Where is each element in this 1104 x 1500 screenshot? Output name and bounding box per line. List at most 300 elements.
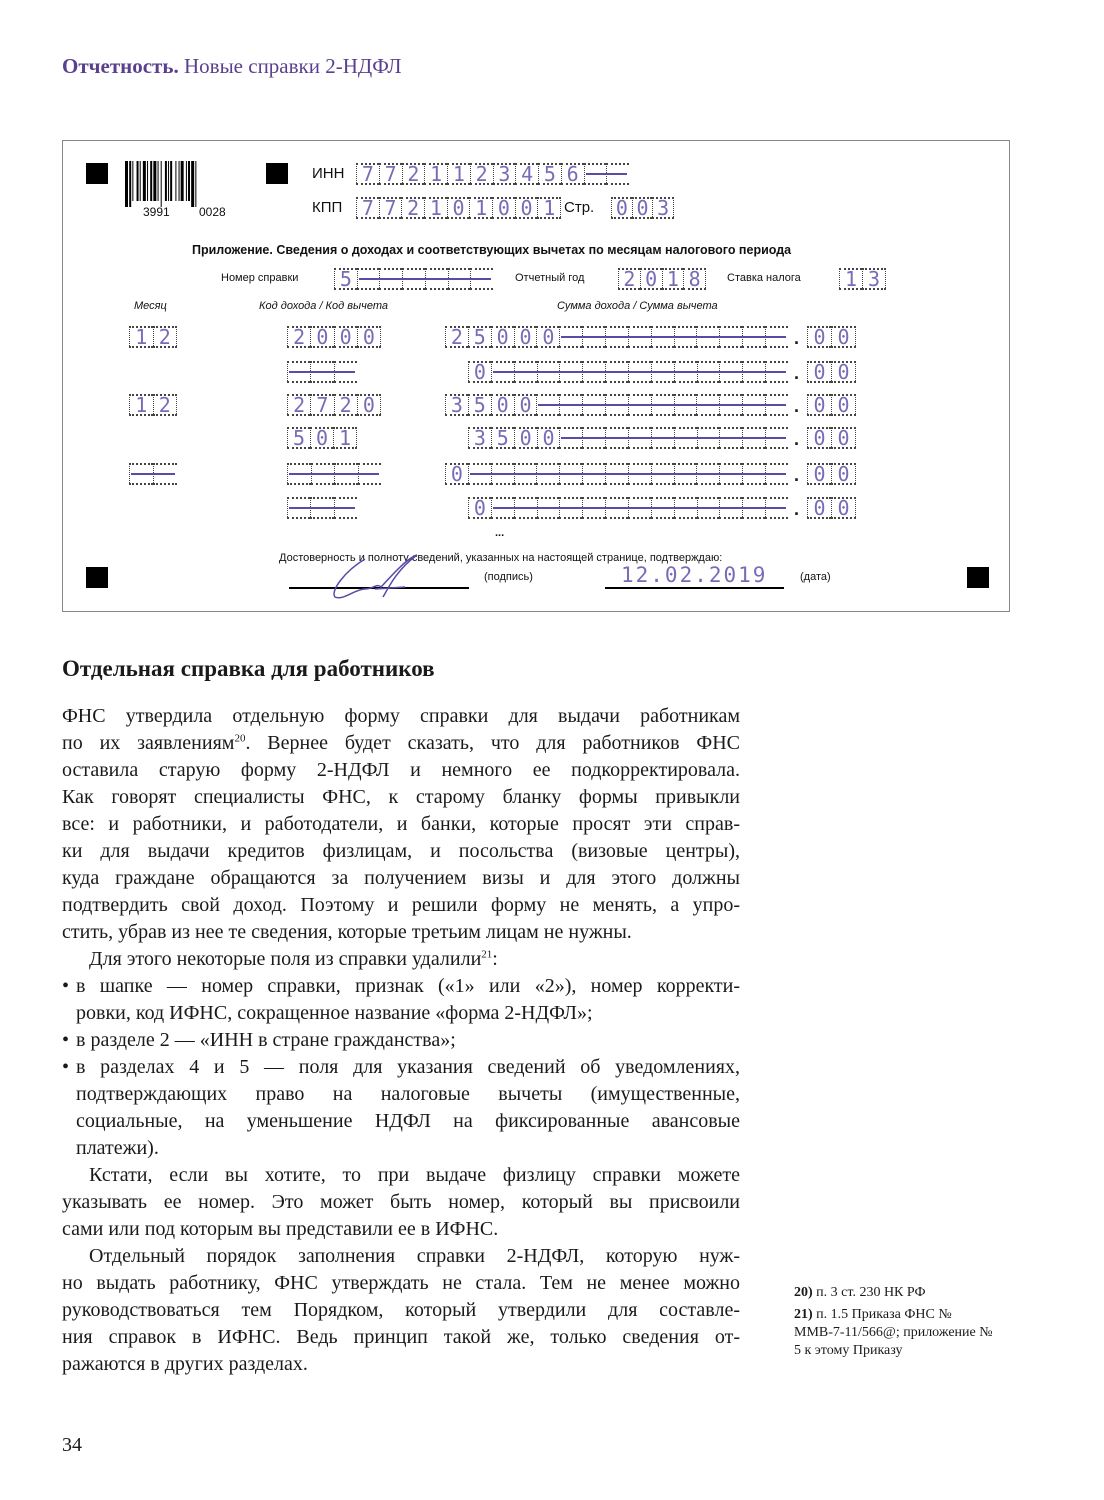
- text: куда граждане обращаются за получением визы и для этого должны: [62, 867, 740, 889]
- digit-cell: [357, 394, 381, 416]
- field-digit: 1: [543, 196, 556, 220]
- field-digit: 0: [636, 196, 649, 220]
- field-value: 0: [813, 393, 826, 417]
- kopecks-field: [807, 326, 856, 348]
- field-digit: 0: [339, 325, 352, 349]
- sum-field: [468, 361, 788, 383]
- empty-dash: [359, 278, 491, 280]
- digit-cell: [831, 463, 856, 485]
- code-field: [287, 497, 357, 519]
- text: Как говорят специалисты ФНС, к старому бланку формы привыкли: [62, 786, 740, 808]
- field-value: 0: [813, 496, 826, 520]
- text-line: [62, 703, 740, 730]
- digit-cell: [831, 361, 856, 383]
- footnote-text: п. 1.5 Приказа ФНС № ММВ-7-11/566@; приложение № 5 к этому Приказу: [794, 1307, 993, 1358]
- barcode-bar: [191, 161, 194, 207]
- barcode-bar: [161, 161, 162, 207]
- text: :: [492, 948, 498, 970]
- text: подтверждающих право на налоговые вычеты (имущественные,: [76, 1083, 740, 1105]
- text-line: [62, 1027, 740, 1054]
- empty-dash: [131, 473, 175, 475]
- footnote-ref: 20: [234, 732, 246, 745]
- code-field: [287, 463, 381, 485]
- column-code: Код дохода / Код вычета: [259, 300, 388, 312]
- field-value: 0: [473, 496, 486, 520]
- barcode-bar: [140, 161, 141, 201]
- field-value: 0: [450, 462, 463, 486]
- digit-cell: [129, 394, 153, 416]
- month-field: [129, 394, 177, 416]
- field-digit: 1: [666, 267, 679, 291]
- digit-cell: [334, 268, 357, 290]
- barcode-bar: [179, 161, 180, 201]
- field-digit: 2: [158, 325, 171, 349]
- text: Кстати, если вы хотите, то при выдаче физлицу справки можете: [89, 1164, 740, 1186]
- text: . Вернее будет сказать, что для работников ФНС: [245, 732, 741, 754]
- digit-cell: [445, 463, 468, 485]
- text: ки для выдачи кредитов физлицам, и посольства (визовые центры),: [62, 840, 740, 862]
- field-digit: 0: [315, 426, 329, 450]
- digit-cell: [468, 497, 491, 519]
- text: платежи).: [76, 1137, 159, 1159]
- digit-cell: [536, 326, 559, 348]
- barcode: [125, 161, 247, 207]
- code-field: [287, 361, 357, 383]
- digit-cell: [537, 427, 560, 449]
- field-digit: 0: [837, 496, 850, 520]
- barcode-bar: [153, 161, 156, 201]
- sum-field: [468, 497, 788, 519]
- year-label: Отчетный год: [515, 272, 585, 284]
- digit-cell: [515, 197, 538, 219]
- digit-cell: [515, 163, 538, 185]
- field-value: 0: [813, 462, 826, 486]
- digit-cell: [468, 361, 491, 383]
- digit-cell: [333, 427, 357, 449]
- digit-cell: [447, 163, 470, 185]
- signature-label: (подпись): [484, 571, 533, 583]
- footnote-text: п. 3 ст. 230 НК РФ: [812, 1285, 926, 1300]
- field-value: 7: [361, 196, 374, 220]
- digit-cell: [401, 197, 424, 219]
- text-line: [62, 946, 740, 973]
- digit-cell: [379, 197, 402, 219]
- marker-square: [86, 163, 108, 184]
- code-field: [287, 427, 357, 449]
- rate-field: [839, 268, 886, 290]
- field-digit: 2: [339, 393, 352, 417]
- field-digit: 5: [473, 325, 486, 349]
- text-line: [62, 838, 740, 865]
- field-digit: 0: [316, 325, 329, 349]
- text-line: [62, 1297, 740, 1324]
- ndfl-form-image: [62, 140, 1010, 612]
- text: стить, убрав из нее те сведения, которые третьим лицам не нужны.: [62, 921, 632, 943]
- text: ражаются в других разделах.: [62, 1353, 308, 1375]
- text-line: [62, 865, 740, 892]
- barcode-bar: [181, 161, 184, 201]
- kpp-label: КПП: [312, 199, 343, 216]
- digit-cell: [807, 361, 831, 383]
- digit-cell: [287, 427, 310, 449]
- digit-cell: [492, 197, 515, 219]
- digit-cell: [862, 268, 886, 290]
- field-digit: 0: [542, 325, 555, 349]
- text-line: [62, 1135, 740, 1162]
- text-line: [62, 784, 740, 811]
- marker-square: [266, 163, 288, 184]
- field-value: 0: [813, 325, 826, 349]
- field-digit: 1: [429, 196, 442, 220]
- text: ровки, код ИФНС, сокращенное название «форма 2-НДФЛ»;: [76, 1002, 593, 1024]
- text-line: [62, 973, 740, 1000]
- text: социальные, на уменьшение НДФЛ на фиксированные авансовые: [76, 1110, 740, 1132]
- text: руководствоваться тем Порядком, который утвердили для составле-: [62, 1299, 740, 1321]
- field-digit: 0: [362, 393, 375, 417]
- digit-cell: [310, 427, 333, 449]
- empty-dash: [289, 473, 379, 475]
- running-head-title: Новые справки 2-НДФЛ: [183, 54, 402, 78]
- field-digit: 7: [384, 196, 397, 220]
- field-digit: 4: [521, 162, 534, 186]
- field-value: 1: [135, 393, 148, 417]
- field-digit: 3: [498, 162, 511, 186]
- field-digit: 1: [452, 162, 465, 186]
- field-digit: 0: [645, 267, 658, 291]
- digit-cell: [514, 394, 537, 416]
- field-digit: 1: [430, 162, 443, 186]
- field-digit: 8: [688, 267, 701, 291]
- cert-number-label: Номер справки: [221, 272, 299, 284]
- text-line: [62, 1054, 740, 1081]
- field-value: 3: [450, 393, 463, 417]
- field-digit: 0: [452, 196, 465, 220]
- barcode-bar: [195, 161, 196, 207]
- text: подтвердить свой доход. Поэтому и решили форму не менять, а упро-: [62, 894, 740, 916]
- digit-cell: [424, 197, 447, 219]
- kopecks-field: [807, 463, 856, 485]
- text-line: [62, 1216, 740, 1243]
- digit-cell: [445, 394, 468, 416]
- digit-cell: [129, 326, 153, 348]
- decimal-point: .: [794, 465, 800, 485]
- empty-dash: [561, 336, 786, 338]
- digit-cell: [618, 268, 640, 290]
- digit-cell: [632, 197, 653, 219]
- rate-label: Ставка налога: [727, 272, 801, 284]
- digit-cell: [447, 197, 470, 219]
- field-digit: 0: [837, 426, 850, 450]
- barcode-bar: [188, 161, 190, 201]
- field-digit: 3: [657, 196, 670, 220]
- barcode-bar: [158, 161, 159, 201]
- text: в шапке — номер справки, признак («1» или «2»), номер корректи-: [76, 975, 740, 997]
- barcode-bar: [170, 161, 172, 201]
- text-line: [62, 1243, 740, 1270]
- field-digit: 2: [407, 196, 420, 220]
- digit-cell: [445, 326, 468, 348]
- field-digit: 0: [519, 325, 532, 349]
- barcode-bar: [168, 161, 169, 201]
- text: Для этого некоторые поля из справки удалили: [89, 948, 482, 970]
- field-digit: 0: [519, 393, 532, 417]
- barcode-bar: [129, 161, 131, 207]
- column-month: Месяц: [134, 300, 167, 312]
- text-line: [62, 811, 740, 838]
- digit-cell: [424, 163, 447, 185]
- field-digit: 3: [867, 267, 881, 291]
- attestation-text: Достоверность и полноту сведений, указанных на настоящей странице, подтверждаю:: [279, 552, 723, 564]
- field-value: 2: [450, 325, 463, 349]
- field-digit: 7: [316, 393, 329, 417]
- empty-dash: [289, 507, 355, 509]
- empty-dash: [470, 473, 786, 475]
- kopecks-field: [807, 361, 856, 383]
- marker-square: [967, 567, 989, 588]
- digit-cell: [491, 394, 514, 416]
- inn-field: [356, 163, 629, 185]
- date-label: (дата): [800, 571, 831, 583]
- text-line: [62, 757, 740, 784]
- field-digit: 2: [475, 162, 488, 186]
- inn-label: ИНН: [312, 165, 345, 182]
- field-digit: 6: [566, 162, 579, 186]
- field-digit: 1: [338, 426, 352, 450]
- barcode-bar: [186, 161, 187, 201]
- digit-cell: [807, 497, 831, 519]
- month-field: [129, 463, 177, 485]
- year-field: [618, 268, 706, 290]
- decimal-point: .: [794, 429, 800, 449]
- date-value: 12.02.2019: [621, 563, 768, 587]
- digit-cell: [537, 197, 561, 219]
- digit-cell: [514, 427, 537, 449]
- field-digit: 0: [837, 325, 850, 349]
- sum-field: [468, 427, 788, 449]
- bullet-icon: •: [62, 1056, 70, 1078]
- digit-cell: [310, 394, 333, 416]
- digit-cell: [807, 463, 831, 485]
- field-digit: 5: [473, 393, 486, 417]
- running-head-section: Отчетность.: [62, 54, 179, 78]
- field-digit: 0: [837, 393, 850, 417]
- field-digit: 0: [497, 196, 510, 220]
- field-digit: 0: [362, 325, 375, 349]
- footnote: [794, 1306, 994, 1360]
- digit-cell: [468, 394, 491, 416]
- digit-cell: [153, 326, 178, 348]
- bullet-icon: •: [62, 975, 70, 997]
- digit-cell: [839, 268, 862, 290]
- digit-cell: [468, 326, 491, 348]
- code-field: [287, 394, 381, 416]
- barcode-bar: [132, 161, 133, 201]
- marker-square: [86, 567, 108, 588]
- digit-cell: [468, 427, 491, 449]
- text-line: [62, 1000, 740, 1027]
- form-title: Приложение. Сведения о доходах и соответствующих вычетах по месяцам налогового периода: [192, 243, 792, 257]
- text: ния справок в ИФНС. Ведь принцип такой же, только сведения от-: [62, 1326, 740, 1348]
- field-digit: 2: [407, 162, 420, 186]
- ellipsis: ...: [495, 527, 505, 539]
- running-head: [62, 54, 401, 79]
- page-number: 34: [62, 1434, 82, 1456]
- kopecks-field: [807, 497, 856, 519]
- digit-cell: [491, 427, 514, 449]
- column-sum: Сумма дохода / Сумма вычета: [557, 300, 718, 312]
- field-digit: 0: [496, 325, 509, 349]
- body-text: [62, 703, 740, 1378]
- field-value: 0: [813, 360, 826, 384]
- date-line: [605, 587, 784, 589]
- text: оставила старую форму 2-НДФЛ и немного ее подкорректировала.: [62, 759, 740, 781]
- digit-cell: [538, 163, 561, 185]
- empty-dash: [561, 437, 786, 439]
- digit-cell: [356, 197, 379, 219]
- barcode-bar: [137, 161, 139, 201]
- digit-cell: [683, 268, 706, 290]
- field-value: 2: [623, 267, 636, 291]
- empty-dash: [493, 371, 786, 373]
- page-label: Стр.: [564, 199, 595, 216]
- digit-cell: [640, 268, 662, 290]
- text-line: [62, 1081, 740, 1108]
- page-field: [611, 197, 674, 219]
- footnote-ref: 21: [481, 948, 493, 961]
- text: ФНС утвердила отдельную форму справки для выдачи работникам: [62, 705, 740, 727]
- field-digit: 0: [837, 360, 850, 384]
- digit-cell: [831, 497, 856, 519]
- digit-cell: [356, 163, 379, 185]
- digit-cell: [402, 163, 425, 185]
- section-heading: Отдельная справка для работников: [62, 656, 435, 681]
- empty-dash: [586, 173, 628, 175]
- digit-cell: [357, 326, 381, 348]
- text-line: [62, 1270, 740, 1297]
- decimal-point: .: [794, 363, 800, 383]
- barcode-bar: [125, 161, 128, 207]
- text: все: и работники, и работодатели, и банки, которые просят эти справ-: [62, 813, 740, 835]
- digit-cell: [334, 326, 357, 348]
- decimal-point: .: [794, 328, 800, 348]
- month-field: [129, 326, 177, 348]
- field-value: 3: [473, 426, 486, 450]
- text-line: [62, 1162, 740, 1189]
- field-value: 0: [615, 196, 628, 220]
- kopecks-field: [807, 394, 856, 416]
- text-line: [62, 730, 740, 757]
- text: указывать ее номер. Это может быть номер, который вы присвоили: [62, 1191, 740, 1213]
- digit-cell: [470, 163, 493, 185]
- field-value: 5: [339, 267, 352, 291]
- empty-dash: [289, 371, 355, 373]
- digit-cell: [831, 326, 856, 348]
- text-line: [62, 1351, 740, 1378]
- digit-cell: [334, 394, 357, 416]
- field-value: 1: [135, 325, 148, 349]
- barcode-bar: [150, 161, 152, 201]
- field-value: 0: [473, 360, 486, 384]
- footnotes: [794, 1284, 994, 1364]
- signature: [325, 551, 425, 601]
- field-value: 2: [293, 393, 306, 417]
- digit-cell: [287, 326, 310, 348]
- digit-cell: [831, 394, 856, 416]
- field-digit: 0: [542, 426, 555, 450]
- field-digit: 2: [158, 393, 171, 417]
- barcode-bar: [147, 161, 148, 201]
- digit-cell: [611, 197, 632, 219]
- digit-cell: [493, 163, 516, 185]
- sum-field: [445, 394, 788, 416]
- code-field: [287, 326, 381, 348]
- text-line: [62, 1108, 740, 1135]
- digit-cell: [153, 394, 178, 416]
- text: по их заявлениям: [62, 732, 235, 754]
- digit-cell: [807, 394, 831, 416]
- digit-cell: [807, 427, 831, 449]
- digit-cell: [807, 326, 831, 348]
- text-line: [62, 919, 740, 946]
- digit-cell: [561, 163, 584, 185]
- kopecks-field: [807, 427, 856, 449]
- barcode-number-left: 3991: [143, 205, 170, 219]
- digit-cell: [379, 163, 402, 185]
- digit-cell: [310, 326, 333, 348]
- digit-cell: [469, 197, 492, 219]
- bullet-icon: •: [62, 1029, 70, 1051]
- decimal-point: .: [794, 396, 800, 416]
- text: в разделах 4 и 5 — поля для указания сведений об уведомлениях,: [76, 1056, 740, 1078]
- digit-cell: [287, 394, 310, 416]
- cert-number-field: [334, 268, 493, 290]
- text-line: [62, 1189, 740, 1216]
- text-line: [62, 892, 740, 919]
- sum-field: [445, 463, 788, 485]
- barcode-number-right: 0028: [199, 205, 226, 219]
- field-digit: 5: [496, 426, 509, 450]
- decimal-point: .: [794, 499, 800, 519]
- digit-cell: [662, 268, 684, 290]
- footnote-number: 21): [794, 1307, 813, 1322]
- field-value: 2: [293, 325, 306, 349]
- barcode-bar: [143, 161, 146, 201]
- text: в разделе 2 — «ИНН в стране гражданства»;: [76, 1029, 456, 1051]
- kpp-field: [356, 197, 561, 219]
- footnote: [794, 1284, 994, 1302]
- field-value: 1: [844, 267, 858, 291]
- footnote-number: 20): [794, 1285, 813, 1300]
- text: Отдельный порядок заполнения справки 2-НДФЛ, которую нуж-: [89, 1245, 740, 1267]
- digit-cell: [652, 197, 674, 219]
- field-digit: 0: [837, 462, 850, 486]
- field-digit: 0: [519, 426, 532, 450]
- field-digit: 0: [496, 393, 509, 417]
- field-digit: 1: [475, 196, 488, 220]
- barcode-bar: [165, 161, 167, 201]
- barcode-bar: [175, 161, 176, 201]
- field-digit: 0: [520, 196, 533, 220]
- field-value: 0: [813, 426, 826, 450]
- digit-cell: [831, 427, 856, 449]
- digit-cell: [514, 326, 537, 348]
- empty-dash: [538, 404, 786, 406]
- field-digit: 5: [543, 162, 556, 186]
- field-value: 7: [361, 162, 374, 186]
- field-value: 5: [292, 426, 306, 450]
- text-line: [62, 1324, 740, 1351]
- empty-dash: [493, 507, 786, 509]
